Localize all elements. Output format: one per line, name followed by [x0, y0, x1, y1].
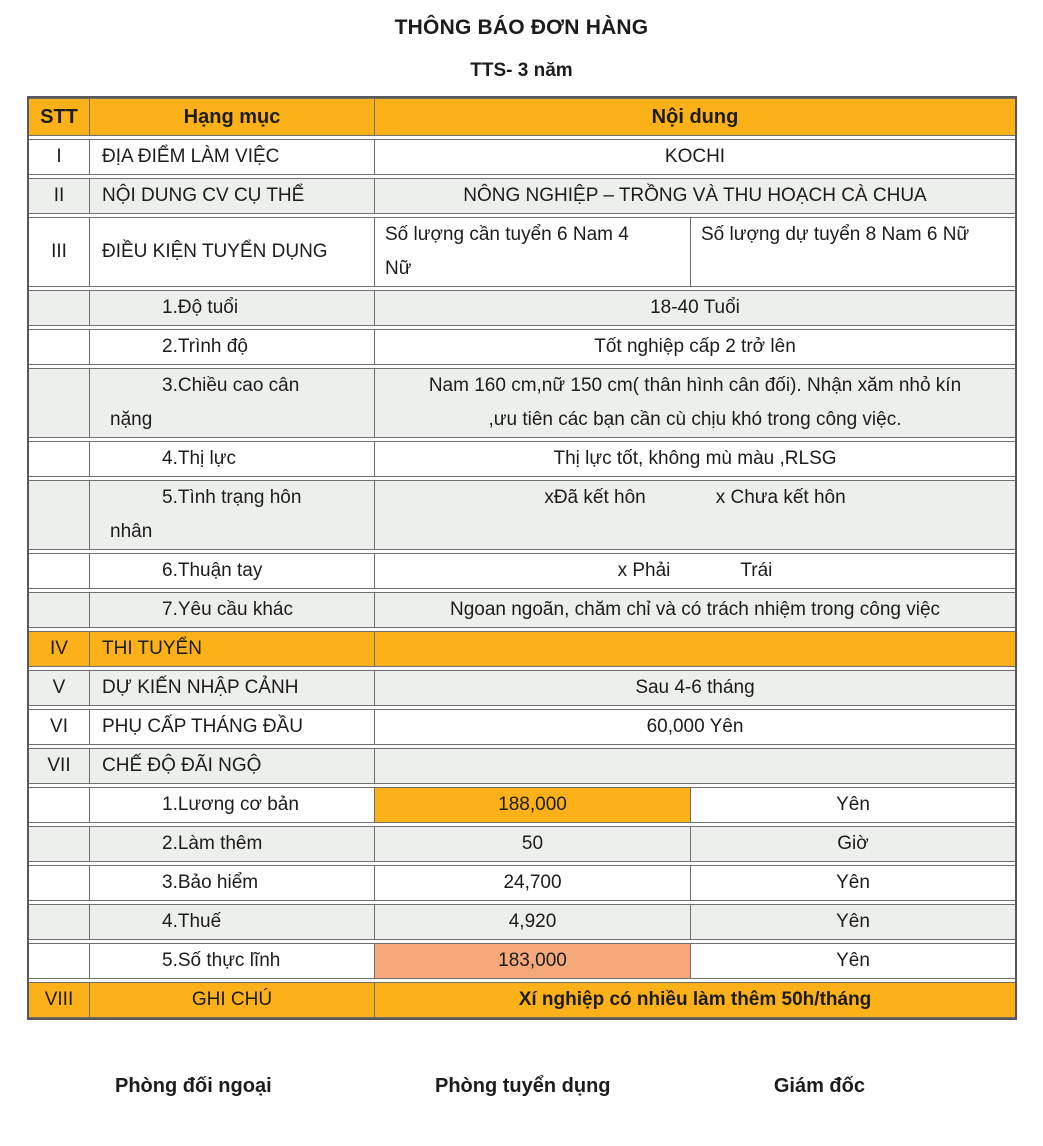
table-header-row: [29, 98, 1015, 136]
cell-stt: IV: [50, 638, 68, 659]
cell-category: ĐIỀU KIỆN TUYỂN DỤNG: [89, 218, 374, 286]
cell-content: Xí nghiệp có nhiều làm thêm 50h/tháng: [374, 983, 1015, 1017]
cell-category: 6.Thuận tay: [89, 554, 374, 588]
cell-category: 2.Trình độ: [89, 330, 374, 364]
signature-director: Giám đốc: [773, 1075, 865, 1097]
cell-content: 50: [374, 827, 690, 861]
cell-stt: [29, 442, 89, 476]
cell-category: ĐỊA ĐIỂM LÀM VIỆC: [89, 140, 374, 174]
cell-category: 5.Số thực lĩnh: [89, 944, 374, 978]
table-row: [29, 139, 1015, 175]
table-row: [29, 480, 1015, 550]
cell-content: 24,700: [374, 866, 690, 900]
cell-stt: I: [56, 146, 62, 167]
cell-content: 4,920: [374, 905, 690, 939]
content-line: Nữ: [385, 258, 412, 279]
cell-content: [374, 218, 690, 286]
cell-category: [89, 369, 374, 437]
cell-stt: [29, 905, 89, 939]
category-label-line: 5.Tình trạng hôn: [162, 487, 302, 508]
cell-content: Thị lực tốt, không mù màu ,RLSG: [374, 442, 1015, 476]
cell-stt: V: [52, 677, 66, 698]
table-row: [29, 553, 1015, 589]
table-row: [29, 865, 1015, 901]
cell-content: [374, 554, 1015, 588]
table-row: [29, 178, 1015, 214]
table-row: [29, 329, 1015, 365]
cell-content: 18-40 Tuổi: [374, 291, 1015, 325]
table-row: [29, 441, 1015, 477]
cell-category: 1.Độ tuổi: [89, 291, 374, 325]
cell-content: [374, 481, 1015, 549]
cell-content: [374, 749, 1015, 783]
cell-category: 4.Thuế: [89, 905, 374, 939]
page-subtitle: TTS- 3 năm: [470, 60, 573, 81]
table-row: [29, 217, 1015, 287]
cell-content: [374, 369, 1015, 437]
cell-content: Giờ: [690, 827, 1015, 861]
content-part: Trái: [740, 560, 773, 581]
content-part: xĐã kết hôn: [544, 487, 646, 508]
content-line: ,ưu tiên các bạn cần cù chịu khó trong công việc.: [488, 409, 902, 430]
order-table: [27, 96, 1017, 1020]
table-row: [29, 368, 1015, 438]
cell-stt: VI: [50, 716, 68, 737]
column-header-stt: STT: [40, 106, 78, 128]
content-line: Số lượng cần tuyển 6 Nam 4: [385, 224, 629, 245]
cell-content: 60,000 Yên: [374, 710, 1015, 744]
cell-stt: VIII: [44, 989, 74, 1010]
cell-category: 3.Bảo hiểm: [89, 866, 374, 900]
cell-stt: [29, 788, 89, 822]
column-header-content: Nội dung: [374, 99, 1015, 135]
cell-content: Yên: [690, 905, 1015, 939]
content-part: x Chưa kết hôn: [715, 487, 846, 508]
cell-category: 7.Yêu cầu khác: [89, 593, 374, 627]
cell-category: CHẾ ĐỘ ĐÃI NGỘ: [89, 749, 374, 783]
cell-stt: [29, 827, 89, 861]
cell-content: Sau 4-6 tháng: [374, 671, 1015, 705]
category-label-line: 3.Chiều cao cân: [162, 375, 300, 396]
cell-content: Tốt nghiệp cấp 2 trở lên: [374, 330, 1015, 364]
page-title: THÔNG BÁO ĐƠN HÀNG: [394, 16, 649, 39]
cell-stt: [29, 866, 89, 900]
cell-stt: [29, 593, 89, 627]
table-row: [29, 904, 1015, 940]
table-row: [29, 787, 1015, 823]
cell-stt: VII: [47, 755, 71, 776]
cell-stt: [29, 481, 89, 549]
table-row: [29, 592, 1015, 628]
cell-stt: [29, 330, 89, 364]
table-row: [29, 670, 1015, 706]
signature-dept-recruitment: Phòng tuyển dụng: [434, 1075, 611, 1097]
column-header-category: Hạng mục: [89, 99, 374, 135]
cell-category: 4.Thị lực: [89, 442, 374, 476]
content-line: Nam 160 cm,nữ 150 cm( thân hình cân đối). Nhận xăm nhỏ kín: [428, 375, 962, 396]
cell-content: Ngoan ngoãn, chăm chỉ và có trách nhiệm trong công việc: [374, 593, 1015, 627]
table-row: [29, 826, 1015, 862]
category-label-line: nặng: [110, 409, 153, 430]
cell-category: NỘI DUNG CV CỤ THỂ: [89, 179, 374, 213]
table-row: [29, 709, 1015, 745]
cell-content: Yên: [690, 788, 1015, 822]
cell-content: NÔNG NGHIỆP – TRỒNG VÀ THU HOẠCH CÀ CHUA: [374, 179, 1015, 213]
cell-category: THI TUYỂN: [89, 632, 374, 666]
category-label-line: nhân: [110, 521, 153, 542]
table-row: [29, 982, 1015, 1018]
content-part: x Phải: [617, 560, 671, 581]
signature-dept-external: Phòng đối ngoại: [115, 1075, 272, 1097]
cell-stt: [29, 944, 89, 978]
cell-content: Số lượng dự tuyển 8 Nam 6 Nữ: [690, 218, 1015, 286]
table-row: [29, 748, 1015, 784]
cell-category: PHỤ CẤP THÁNG ĐẦU: [89, 710, 374, 744]
cell-stt: II: [53, 185, 65, 206]
table-row: [29, 943, 1015, 979]
cell-content: [374, 632, 1015, 666]
cell-content: Yên: [690, 944, 1015, 978]
cell-category: GHI CHÚ: [89, 983, 374, 1017]
cell-content: KOCHI: [374, 140, 1015, 174]
cell-category: [89, 481, 374, 549]
cell-stt: [29, 554, 89, 588]
table-row: [29, 290, 1015, 326]
cell-stt: III: [51, 241, 67, 262]
cell-content: 183,000: [374, 944, 690, 978]
cell-category: 2.Làm thêm: [89, 827, 374, 861]
cell-stt: [29, 369, 89, 437]
cell-content: 188,000: [374, 788, 690, 822]
signature-row: [0, 1075, 1043, 1098]
cell-category: DỰ KIẾN NHẬP CẢNH: [89, 671, 374, 705]
cell-category: 1.Lương cơ bản: [89, 788, 374, 822]
cell-content: Yên: [690, 866, 1015, 900]
cell-stt: [29, 291, 89, 325]
table-row: [29, 631, 1015, 667]
